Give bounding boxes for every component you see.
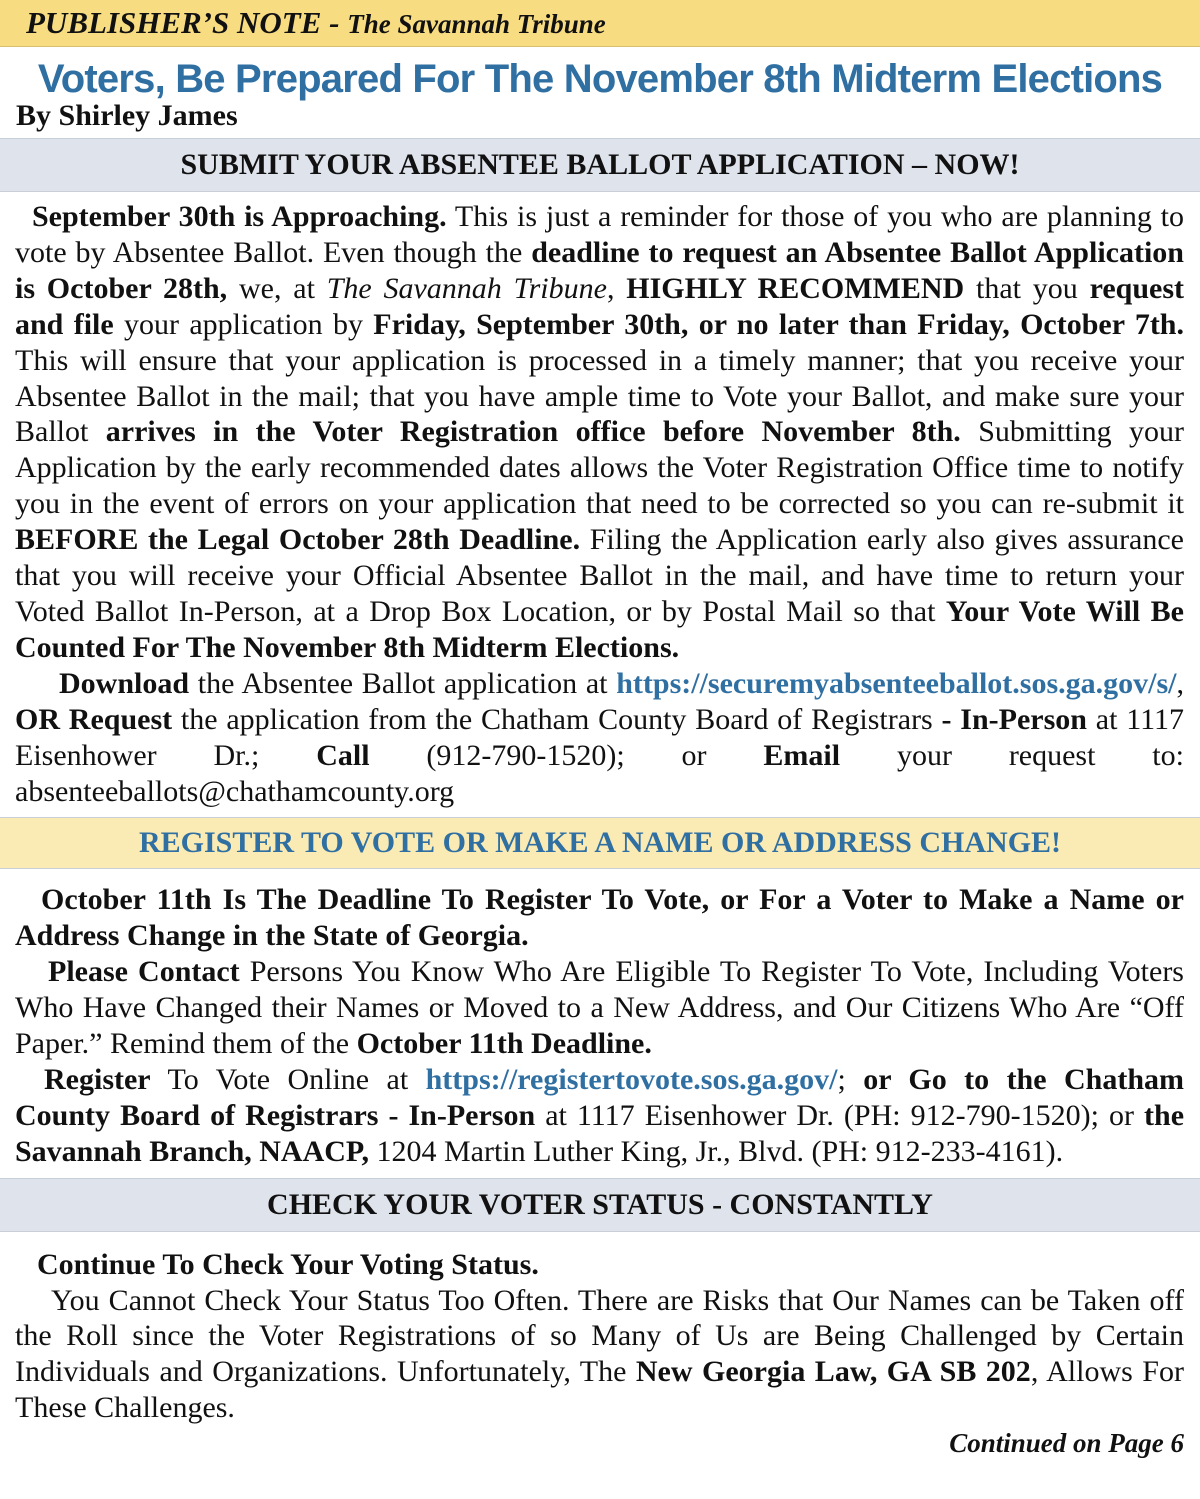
text-run: your application by (113, 307, 374, 341)
text-run: the Savannah Branch, NAACP, (15, 1098, 1185, 1168)
text-run: at 1117 Eisenhower Dr.; (15, 702, 1184, 772)
text-run: - In-Person (941, 702, 1087, 736)
text-run: request and file (15, 271, 1185, 341)
byline: By Shirley James (16, 99, 238, 132)
text-run: , (606, 271, 627, 305)
section-heading-absentee: SUBMIT YOUR ABSENTEE BALLOT APPLICATION – NOW! (0, 138, 1200, 192)
text-run: You Cannot Check Your Status Too Often. There are Risks that Our Names can be Taken off the Roll since the Voter Registrations of so Many of Us are Being Challenged by Certain Individuals and Organizations. Unfortunately, The (15, 1283, 1184, 1389)
text-run: we, at (227, 271, 327, 305)
text-run: Download (59, 666, 190, 700)
text-run: OR Request (15, 702, 173, 736)
text-run: deadline to request an Absentee Ballot Application is October 28th, (15, 235, 1184, 305)
text-run: , (1176, 666, 1184, 700)
headline: Voters, Be Prepared For The November 8th Midterm Elections (37, 57, 1163, 101)
continued-note: Continued on Page 6 (949, 1428, 1184, 1459)
text-run: at 1117 Eisenhower Dr. (PH: 912-790-1520); or (535, 1098, 1145, 1132)
text-run: ; (837, 1062, 864, 1096)
absentee-paragraph-1 (15, 199, 1184, 666)
text-run: that you (964, 271, 1090, 305)
section-body-status (0, 1247, 1200, 1427)
register-paragraph-2 (15, 954, 1184, 1062)
register-url-link[interactable]: https://registertovote.sos.ga.gov/ (425, 1062, 838, 1096)
text-run: This is just a reminder for those of you who are planning to vote by Absentee Ballot. Even though the (15, 200, 1184, 269)
text-run: Your Vote Will Be Counted For The November 8th Midterm Elections. (15, 594, 1184, 664)
text-run: , Allows For These Challenges. (15, 1355, 1184, 1425)
text-run: To Vote Online at (150, 1062, 426, 1096)
absentee-paragraph-2 (15, 666, 1184, 810)
register-paragraph-3 (15, 1062, 1184, 1170)
text-run: arrives in the Voter Registration office before November 8th. (105, 415, 961, 449)
text-run: your request to: absenteeballots@chathamcounty.org (15, 738, 1184, 808)
status-paragraph-2 (15, 1283, 1184, 1427)
text-run: Filing the Application early also gives assurance that you will receive your Official Absentee Ballot in the mail, and have time to return your Voted Ballot In-Person, at a Drop Box Location, or by Postal Mail so that (15, 523, 1184, 628)
text-run: Please Contact (48, 955, 240, 989)
text-run: October 11th Is The Deadline To Register To Vote, or For a Voter to Make a Name or Address Change in the State of Georgia. (15, 883, 1184, 953)
text-run: Persons You Know Who Are Eligible To Register To Vote, Including Voters Who Have Changed their Names or Moved to a New Address, and Our Citizens Who Are “Off Paper.” Remind them of the (15, 955, 1184, 1061)
kicker-paper-name: The Savannah Tribune (347, 9, 606, 39)
text-run: The Savannah Tribune (326, 271, 607, 305)
text-run: Call (316, 738, 370, 772)
status-paragraph-1 (15, 1247, 1184, 1283)
text-run: Continue To Check Your Voting Status. (37, 1247, 539, 1281)
section-heading-status: CHECK YOUR VOTER STATUS - CONSTANTLY (0, 1178, 1200, 1232)
text-run: September 30th is Approaching. (32, 200, 447, 233)
text-run: October 11th Deadline. (356, 1027, 652, 1061)
section-body-register (0, 882, 1200, 1169)
text-run: This will ensure that your application is processed in a timely manner; that you receive your Absentee Ballot in the mail; that you have ample time to Vote your Ballot, and make sure your Ballot (15, 343, 1184, 449)
text-run: HIGHLY RECOMMEND (626, 271, 965, 305)
text-run: the application from the Chatham County Board of Registrars (172, 702, 942, 736)
text-run: New Georgia Law, GA SB 202 (635, 1355, 1031, 1389)
text-run: (912-790-1520); or (369, 738, 764, 772)
kicker-label: PUBLISHER’S NOTE - (26, 5, 348, 40)
text-run: Email (763, 738, 841, 772)
absentee-url-link[interactable]: https://securemyabsenteeballot.sos.ga.gov/s/ (616, 666, 1177, 700)
text-run: or Go to the Chatham County Board of Registrars - In-Person (15, 1062, 1184, 1132)
kicker-banner (0, 0, 1200, 47)
text-run: Friday, September 30th, or no later than Friday, October 7th. (373, 307, 1184, 341)
text-run: Register (44, 1062, 151, 1096)
section-heading-register: REGISTER TO VOTE OR MAKE A NAME OR ADDRESS CHANGE! (0, 817, 1200, 869)
section-body-absentee (0, 192, 1200, 809)
text-run: BEFORE the Legal October 28th Deadline. (15, 523, 581, 557)
text-run: 1204 Martin Luther King, Jr., Blvd. (PH: 912-233-4161). (368, 1134, 1064, 1168)
register-paragraph-1 (15, 882, 1184, 954)
text-run: Submitting your Application by the early recommended dates allows the Voter Registration Office time to notify you in the event of errors on your application that need to be corrected so you can re-submit it (15, 415, 1184, 521)
text-run: the Absentee Ballot application at (189, 666, 617, 700)
